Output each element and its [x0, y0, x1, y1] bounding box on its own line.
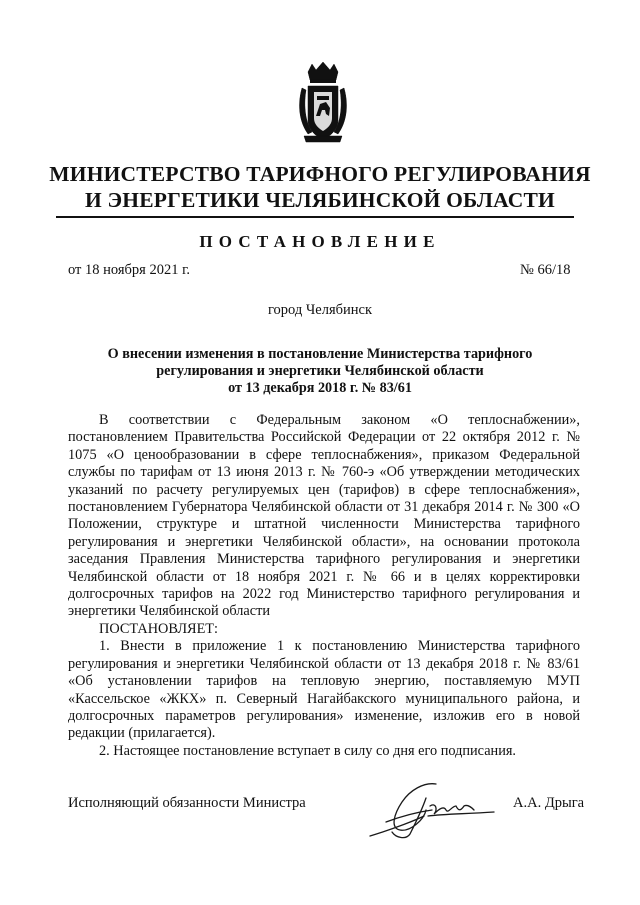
ministry-name-line-1: МИНИСТЕРСТВО ТАРИФНОГО РЕГУЛИРОВАНИЯ	[49, 162, 591, 186]
document-city: город Челябинск	[267, 302, 373, 318]
subject-line-1: О внесении изменения в постановление Министерства тарифного	[107, 346, 533, 362]
preamble-paragraph: В соответствии с Федеральным законом «О теплоснабжении», постановлением Правительства Российской Федерации от 22 октября 2012 г. № 1075 «О ценообразовании в сфере теплоснабжения», приказом Федеральной службы по тарифам от 13 июня 2013 г. № 760-э «Об утверждении методических указаний по расчету регулируемых цен (тарифов) в сфере теплоснабжения», постановлением Губернатора Челябинской области от 31 декабря 2014 г. № 300 «О Положении, структуре и штатной численности Министерства тарифного регулирования и энергетики Челябинской области», на основании протокола заседания Правления Министерства тарифного регулирования и энергетики Челябинской области от 18 ноября 2021 г. № 66 и в целях корректировки долгосрочных тарифов на 2022 год Министерство тарифного регулирования и энергетики Челябинской области	[68, 412, 580, 620]
resolves-paragraph: ПОСТАНОВЛЯЕТ:	[99, 620, 219, 637]
item-2-paragraph: 2. Настоящее постановление вступает в силу со дня его подписания.	[99, 742, 516, 759]
coat-of-arms-icon	[296, 62, 350, 144]
signer-name: А.А. Дрыга	[513, 795, 585, 811]
document-subject	[60, 346, 580, 397]
subject-line-2: регулирования и энергетики Челябинской области	[156, 363, 484, 379]
handwritten-signature	[366, 776, 506, 840]
document-body	[68, 412, 580, 760]
document-date: от 18 ноября 2021 г.	[68, 262, 191, 278]
item-1-paragraph: 1. Внести в приложение 1 к постановлению Министерства тарифного регулирования и энергетики Челябинской области от 13 декабря 2018 г. № 83/61 «Об установлении тарифов на тепловую энергию, поставляемую МУП «Кассельское «ЖКХ» п. Северный Нагайбакского муниципального района, и долгосрочных параметров регулирования» изменение, изложив его в новой редакции (прилагается).	[68, 638, 580, 742]
header-divider	[56, 216, 574, 218]
document-number: № 66/18	[520, 262, 571, 278]
document-type-heading: ПОСТАНОВЛЕНИЕ	[199, 232, 441, 251]
signer-position: Исполняющий обязанности Министра	[68, 795, 306, 811]
ministry-name-line-2: И ЭНЕРГЕТИКИ ЧЕЛЯБИНСКОЙ ОБЛАСТИ	[85, 188, 555, 212]
subject-line-3: от 13 декабря 2018 г. № 83/61	[228, 380, 412, 396]
